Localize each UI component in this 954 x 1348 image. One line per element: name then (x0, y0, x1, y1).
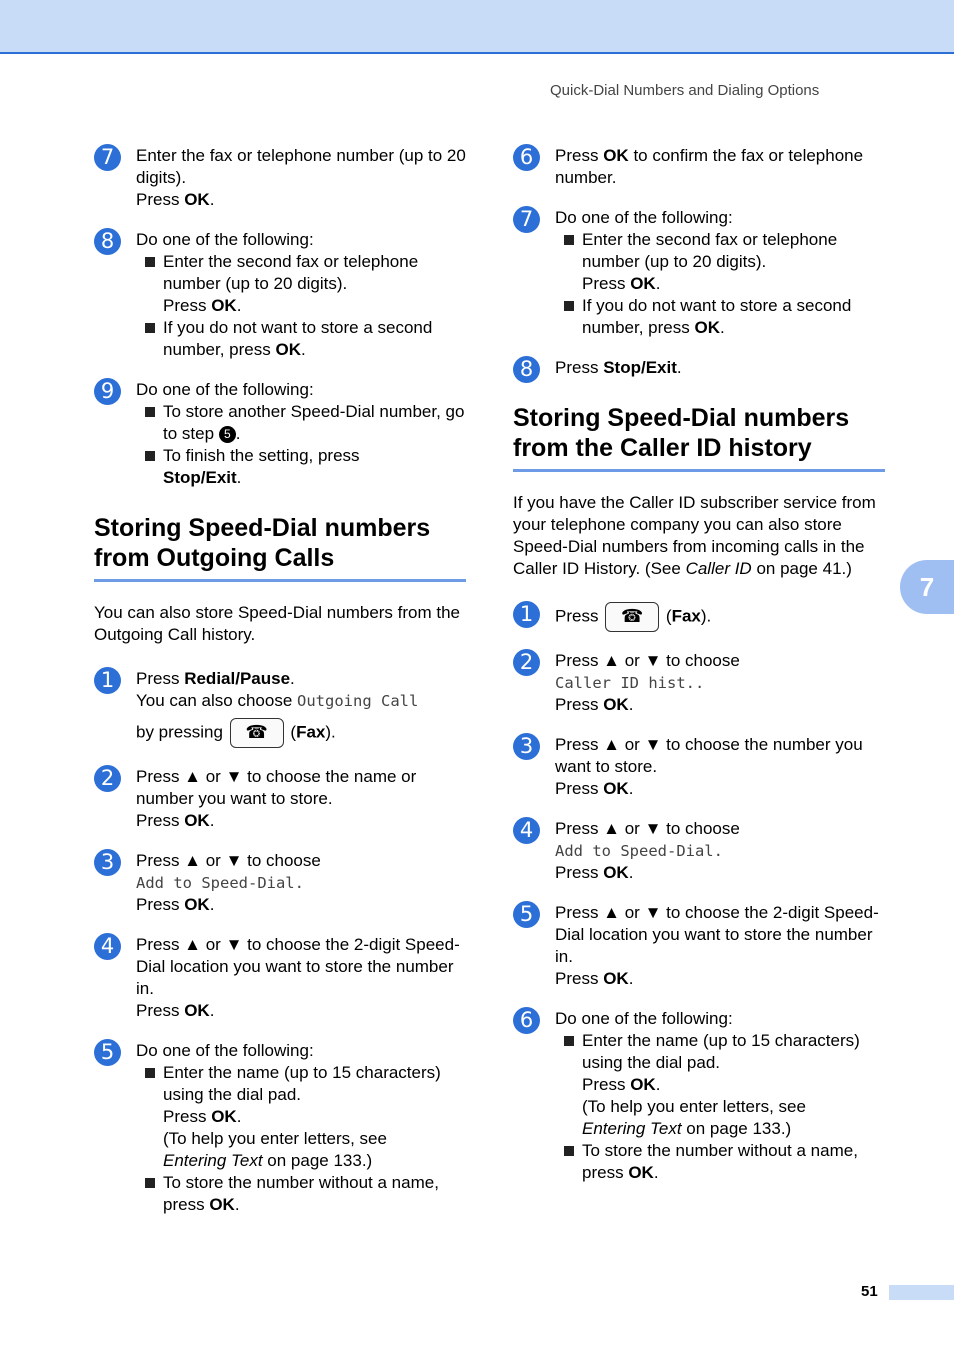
section-heading: Storing Speed-Dial numbers from Outgoing Calls (94, 513, 466, 582)
right-column (513, 145, 885, 1202)
bullet-item: If you do not want to store a second number, press OK. (136, 317, 466, 361)
step-number-icon: 8 (513, 356, 540, 383)
section-heading: Storing Speed-Dial numbers from the Caller ID history (513, 403, 885, 472)
step-number-icon: 9 (94, 378, 121, 405)
bullet-item: To store another Speed-Dial number, go to step 5 . (136, 401, 466, 445)
step-reference-icon: 5 (219, 426, 236, 443)
step-number-icon: 2 (513, 649, 540, 676)
section-intro: You can also store Speed-Dial numbers from the Outgoing Call history. (94, 603, 461, 644)
bullet-item: To store the number without a name, press OK. (136, 1172, 466, 1216)
step-number-icon: 5 (513, 901, 540, 928)
step-text: Do one of the following: (136, 230, 314, 249)
outgoing-step-3: 3 Press ▲ or ▼ to choose Add to Speed-Dial. Press OK. (94, 850, 466, 916)
step-number-icon: 8 (94, 228, 121, 255)
fax-key-icon: ☎ (230, 718, 284, 748)
section-intro: If you have the Caller ID subscriber service from your telephone company you can also store Speed-Dial numbers from incoming calls in the Caller ID History. (See Caller ID on page 41.) (513, 493, 876, 578)
fax-key-icon: ☎ (605, 602, 659, 632)
bullet-item: To finish the setting, press Stop/Exit. (136, 445, 466, 489)
step-7: 7 Do one of the following: Enter the second fax or telephone number (up to 20 digits). Press OK. If you do not want to store a second number, press OK. (513, 207, 885, 339)
callerid-step-4: 4 Press ▲ or ▼ to choose Add to Speed-Dial. Press OK. (513, 818, 885, 884)
step-press-ok: Press OK. (136, 190, 215, 209)
left-column (94, 145, 466, 1234)
step-number-icon: 6 (513, 1007, 540, 1034)
step-number-icon: 6 (513, 144, 540, 171)
callerid-step-6: 6 Do one of the following: Enter the name (up to 15 characters) using the dial pad. Press OK. (To help you enter letters, see Entering Text on page 133.) To store the number without a name, press OK. (513, 1008, 885, 1184)
bullet-item: Enter the name (up to 15 characters) using the dial pad. Press OK. (To help you enter letters, see Entering Text on page 133.) (136, 1062, 466, 1172)
step-7 (94, 145, 466, 211)
step-number-icon: 2 (94, 765, 121, 792)
step-number-icon: 5 (94, 1039, 121, 1066)
page-number: 51 (861, 1283, 878, 1300)
bullet-item: Enter the second fax or telephone number (up to 20 digits). Press OK. (555, 229, 885, 295)
chapter-tab: 7 (900, 560, 954, 614)
running-header: Quick-Dial Numbers and Dialing Options (550, 82, 820, 99)
step-text: Do one of the following: (136, 380, 314, 399)
step-number-icon: 7 (94, 144, 121, 171)
step-number-icon: 1 (94, 667, 121, 694)
outgoing-step-2: 2 Press ▲ or ▼ to choose the name or number you want to store. Press OK. (94, 766, 466, 832)
step-number-icon: 3 (513, 733, 540, 760)
step-8 (94, 229, 466, 361)
step-number-icon: 4 (513, 817, 540, 844)
step-number-icon: 3 (94, 849, 121, 876)
step-9 (94, 379, 466, 489)
step-text: Enter the fax or telephone number (up to 20 digits). (136, 146, 466, 187)
step-number-icon: 1 (513, 601, 540, 628)
step-6: 6 Press OK to confirm the fax or telephone number. (513, 145, 885, 189)
callerid-step-2: 2 Press ▲ or ▼ to choose Caller ID hist.. Press OK. (513, 650, 885, 716)
callerid-step-1: 1 Press ☎ (Fax). (513, 602, 885, 632)
bullet-item: Enter the second fax or telephone number (up to 20 digits). Press OK. (136, 251, 466, 317)
callerid-step-5: 5 Press ▲ or ▼ to choose the 2-digit Speed-Dial location you want to store the number in. Press OK. (513, 902, 885, 990)
bullet-item: Enter the name (up to 15 characters) using the dial pad. Press OK. (To help you enter letters, see Entering Text on page 133.) (555, 1030, 885, 1140)
outgoing-step-5: 5 Do one of the following: Enter the name (up to 15 characters) using the dial pad. Press OK. (To help you enter letters, see Entering Text on page 133.) To store the number without a name, press OK. (94, 1040, 466, 1216)
outgoing-step-4: 4 Press ▲ or ▼ to choose the 2-digit Speed-Dial location you want to store the number in. Press OK. (94, 934, 466, 1022)
step-8: 8 Press Stop/Exit. (513, 357, 885, 379)
page-number-tab (889, 1285, 954, 1300)
top-banner (0, 0, 954, 54)
callerid-step-3: 3 Press ▲ or ▼ to choose the number you want to store. Press OK. (513, 734, 885, 800)
step-number-icon: 7 (513, 206, 540, 233)
outgoing-step-1: 1 Press Redial/Pause. You can also choose Outgoing Call by pressing ☎ (Fax). (94, 668, 466, 748)
bullet-item: If you do not want to store a second number, press OK. (555, 295, 885, 339)
bullet-item: To store the number without a name, press OK. (555, 1140, 885, 1184)
step-number-icon: 4 (94, 933, 121, 960)
